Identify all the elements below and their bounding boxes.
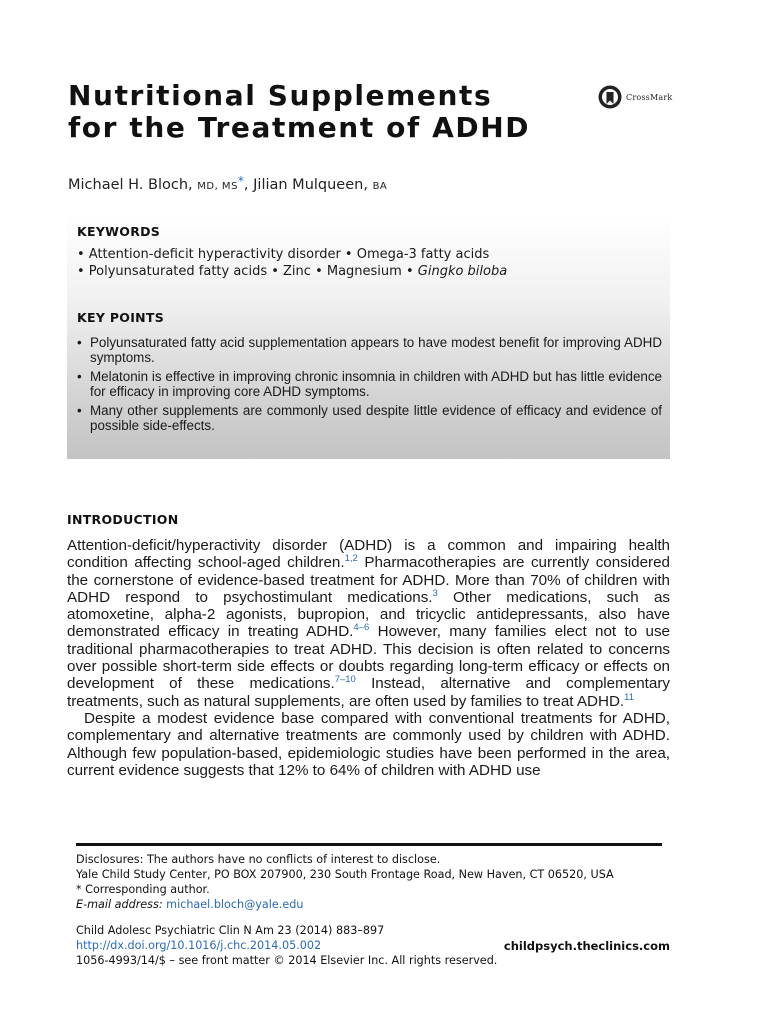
reference-link[interactable]: 3	[432, 587, 438, 599]
crossmark-icon	[598, 85, 622, 109]
author-separator: ,	[243, 177, 249, 193]
p1-text-4: However, many families elect not to use traditional pharmacotherapies to treat ADHD. This decision is often related to concerns over possible short-term side effects or doubts regarding long-term efficacy or effects on development of these medications.	[67, 623, 670, 693]
introduction-heading: INTRODUCTION	[67, 512, 179, 527]
author-1-degrees: MD, MS	[197, 181, 238, 192]
journal-citation: Child Adolesc Psychiatric Clin N Am 23 (2014) 883–897	[76, 924, 385, 937]
affiliation-address: Yale Child Study Center, PO BOX 207900, 230 South Frontage Road, New Haven, CT 06520, USA	[76, 868, 614, 881]
reference-link[interactable]: 4–6	[353, 622, 370, 634]
key-point-item: • Many other supplements are commonly used despite little evidence of efficacy and evidence of possible side-effects.	[77, 403, 662, 433]
doi-link[interactable]: http://dx.doi.org/10.1016/j.chc.2014.05.002	[76, 939, 322, 952]
author-line	[68, 174, 387, 193]
corresponding-author-note: * Corresponding author.	[76, 883, 210, 896]
p1-text-5: Instead, alternative and complementary treatments, such as natural supplements, are often used by families to treat ADHD.	[67, 675, 670, 710]
reference-link[interactable]: 7–10	[334, 674, 356, 686]
p1-text-2: Pharmacotherapies are currently considered the cornerstone of evidence-based treatment for ADHD. More than 70% of children with ADHD respond to psychostimulant medications.	[67, 554, 670, 606]
article-title	[68, 80, 568, 144]
reference-link[interactable]: 11	[624, 691, 635, 703]
disclosures-note: Disclosures: The authors have no conflicts of interest to disclose.	[76, 853, 441, 866]
author-1-name: Michael H. Bloch,	[68, 177, 193, 193]
keywords-line-2	[77, 264, 507, 279]
key-point-item: • Polyunsaturated fatty acid supplementation appears to have modest benefit for improving ADHD symptoms.	[77, 335, 662, 365]
p1-text-1: Attention-deficit/hyperactivity disorder (ADHD) is a common and impairing health condition affecting school-aged children.	[67, 537, 670, 572]
corresponding-author-marker[interactable]: *	[237, 174, 244, 188]
email-label: E-mail address:	[76, 898, 163, 911]
introduction-paragraph-1	[67, 537, 670, 710]
keyword-gingko: Gingko biloba	[417, 264, 508, 279]
keywords-keypoints-box	[67, 213, 670, 459]
footer-divider	[76, 843, 662, 846]
author-2-degrees: BA	[372, 181, 388, 192]
introduction-paragraph-2: Despite a modest evidence base compared with conventional treatments for ADHD, complementary and alternative treatments are commonly used by children with ADHD. Although few population-based, epidemiologic studies have been performed in the area, current evidence suggests that 12% to 64% of children with ADHD use	[67, 709, 670, 779]
keywords-heading: KEYWORDS	[77, 224, 161, 239]
email-link[interactable]: michael.bloch@yale.edu	[166, 898, 304, 911]
copyright-line: 1056-4993/14/$ – see front matter © 2014 Elsevier Inc. All rights reserved.	[76, 954, 498, 967]
email-line	[76, 897, 303, 912]
crossmark-badge[interactable]	[598, 85, 672, 109]
reference-link[interactable]: 1,2	[344, 553, 358, 565]
journal-website[interactable]: childpsych.theclinics.com	[503, 939, 670, 953]
title-line-1: Nutritional Supplements	[68, 79, 493, 112]
key-points-heading: KEY POINTS	[77, 310, 165, 325]
keywords-line-2-text: • Polyunsaturated fatty acids • Zinc • Magnesium •	[77, 264, 418, 279]
key-points-list	[77, 335, 662, 437]
p1-text-3: Other medications, such as atomoxetine, alpha-2 agonists, bupropion, and tricyclic antidepressants, also have demonstrated efficacy in treating ADHD.	[67, 588, 670, 641]
author-2-name: Jilian Mulqueen,	[253, 177, 368, 193]
introduction-body	[67, 537, 670, 779]
crossmark-label: CrossMark	[626, 92, 673, 102]
keywords-line-1: • Attention-deficit hyperactivity disorder • Omega-3 fatty acids	[77, 247, 490, 262]
title-line-2: for the Treatment of ADHD	[68, 111, 531, 144]
key-point-item: • Melatonin is effective in improving chronic insomnia in children with ADHD but has little evidence for efficacy in improving core ADHD symptoms.	[77, 369, 662, 399]
